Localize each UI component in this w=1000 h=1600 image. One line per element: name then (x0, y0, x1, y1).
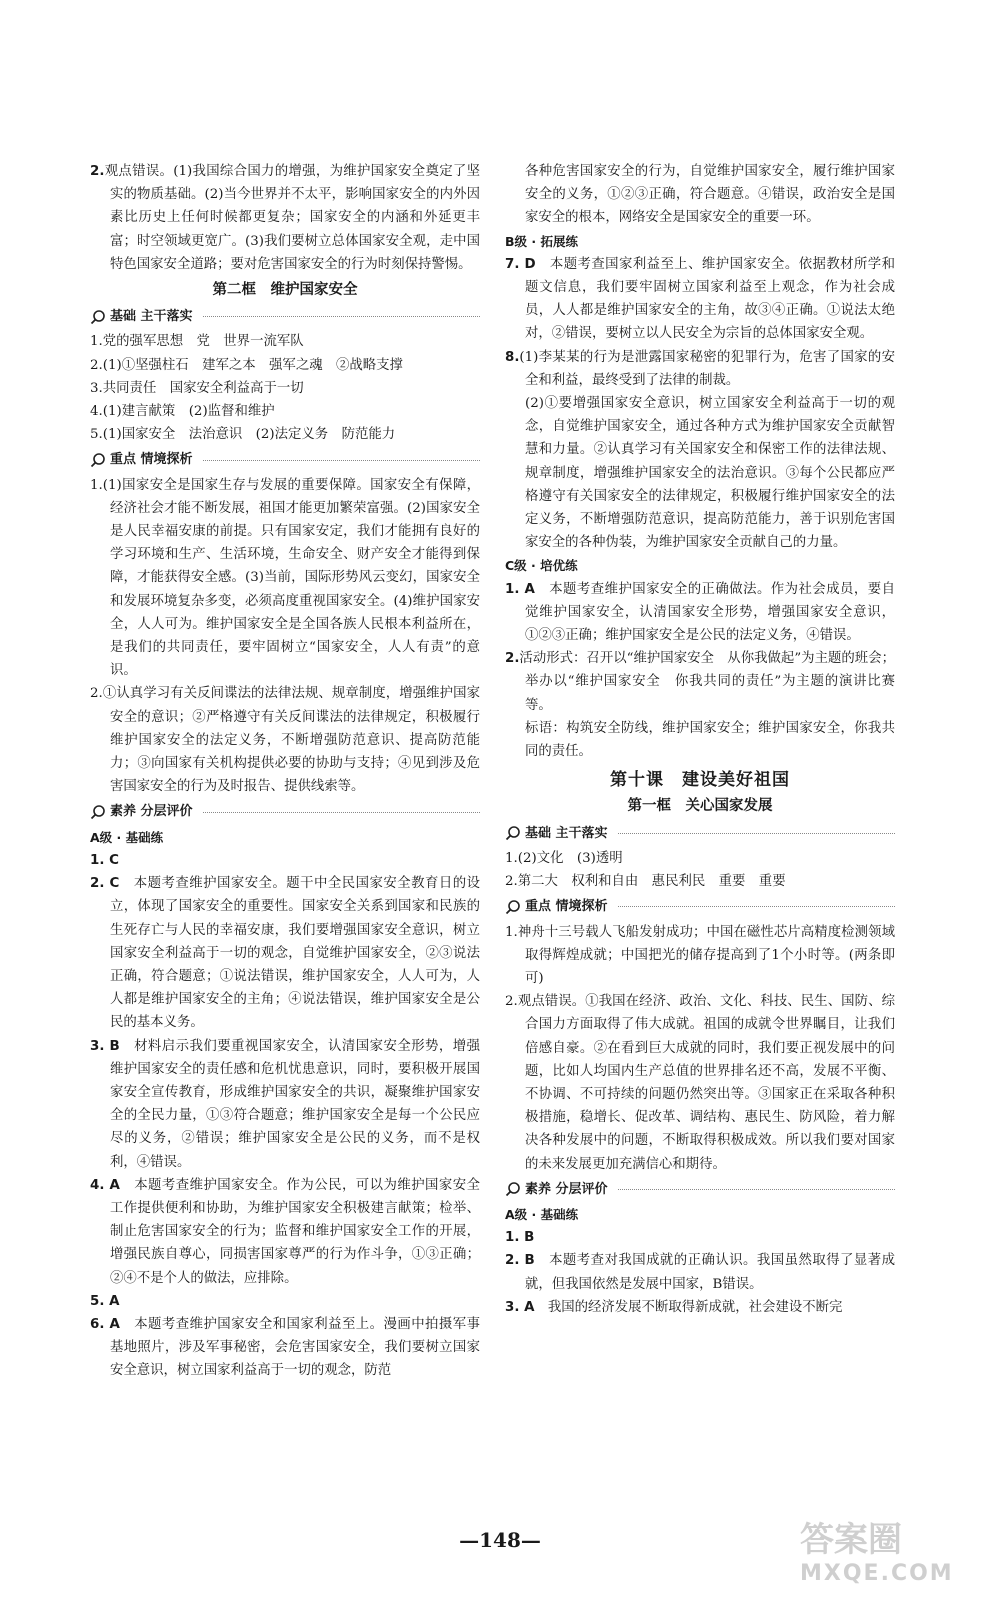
magnifier-icon (90, 309, 106, 325)
magnifier-icon (505, 825, 521, 841)
magnifier-icon (90, 452, 106, 468)
answer-item: 1. C (90, 852, 119, 868)
answer-item: 2.观点错误。(1)我国综合国力的增强，为维护国家安全奠定了坚实的物质基础。(2)当今世界并不太平，影响国家安全的内外因素比历史上任何时候都更复杂；国家安全的内涵和外延更丰富；时空领域更宽广。(3)我们要树立总体国家安全观，走中国特色国家安全道路；要对危害国家安全的行为时刻保持警惕。 (90, 164, 480, 272)
section-header-basic: 基础 主干落实 (90, 305, 480, 328)
basic-item: 2.第二大 权利和自由 惠民利民 重要 重要 (505, 874, 786, 890)
basic-item: 3.共同责任 国家安全利益高于一切 (90, 380, 304, 396)
answer-item: 7. D 本题考查国家利益至上、维护国家安全。依据教材所学和题文信息，我们要牢固树立国家利益至上观念，作为社会成员，人人都是维护国家安全的主角，故③④正确。①说法太绝对，②错误，要树立以人民安全为宗旨的总体国家安全观。 (505, 256, 896, 342)
divider (203, 460, 480, 461)
level-label: C级 · 培优练 (505, 558, 578, 574)
answer-item: 1. A 本题考查维护国家安全的正确做法。作为社会成员，要自觉维护国家安全，认清国家安全形势，增强国家安全意识，①②③正确；维护国家安全是公民的法定义务，④错误。 (505, 581, 895, 644)
page-number: —148— (459, 1528, 541, 1552)
section-title: 第一框 关心国家发展 (627, 798, 773, 815)
right-column (505, 160, 895, 1319)
answer-item: 2. B 本题考查对我国成就的正确认识。我国虽然取得了显著成就，但我国依然是发展中国家，B错误。 (505, 1253, 896, 1292)
basic-item: 1.(2)文化 (3)透明 (505, 850, 623, 866)
divider (618, 833, 895, 834)
answer-item: 6. A 本题考查维护国家安全和国家利益至上。漫画中拍摄军事基地照片，涉及军事秘密，会危害国家安全，我们要树立国家安全意识，树立国家利益高于一切的观念，防范 (90, 1316, 480, 1379)
answer-item: 2.活动形式：召开以“维护国家安全 从你我做起”为主题的班会；举办以“维护国家安全 你我共同的责任”为主题的演讲比赛等。 (505, 651, 895, 713)
basic-item: 2.(1)①坚强柱石 建军之本 强军之魂 ②战略支撑 (90, 357, 403, 373)
section-header-basic: 基础 主干落实 (505, 822, 895, 845)
magnifier-icon (505, 1181, 521, 1197)
key-item: 2.①认真学习有关反间谍法的法律法规、规章制度，增强维护国家安全的意识；②严格遵守有关反间谍法的法律规定，积极履行维护国家安全的法定义务，不断增强防范意识、提高防范能力；③向国家有关机构提供必要的协助与支持；④见到涉及危害国家安全的行为及时报告、提供线索等。 (90, 686, 480, 795)
answer-item: 2. C 本题考查维护国家安全。题干中全民国家安全教育日的设立，体现了国家安全的重要性。国家安全关系到国家和民族的生死存亡与人民的幸福安康，我们要增强国家安全意识，树立国家安全利益高于一切的观念，自觉维护国家安全，②③说法正确，符合题意；①说法错误，维护国家安全，人人可为，人人都是维护国家安全的主角；④说法错误，维护国家安全是公民的基本义务。 (90, 876, 480, 1031)
level-label: B级 · 拓展练 (505, 233, 578, 249)
divider (203, 316, 480, 317)
answer-item: 3. B 材料启示我们要重视国家安全，认清国家安全形势，增强维护国家安全的责任感和危机忧患意识，同时，要积极开展国家安全宣传教育，形成维护国家安全的共识，凝聚维护国家安全的全民力量，①③符合题意；维护国家安全是每一个公民应尽的义务，②错误；维护国家安全是公民的义务，而不是权利，④错误。 (90, 1038, 481, 1170)
answer-item: 3. A 我国的经济发展不断取得新成就，社会建设不断完 (505, 1299, 843, 1315)
answer-paragraph: (2)①要增强国家安全意识，树立国家安全利益高于一切的观念，自觉维护国家安全，通过各种方式为维护国家安全贡献智慧和力量。②认真学习有关国家安全和保密工作的法律法规、规章制度，增强维护国家安全的法治意识。③每个公民都应严格遵守有关国家安全的法律规定，积极履行维护国家安全的法定义务，不断增强防范意识，提高防范能力，善于识别危害国家安全的各种伪装，为维护国家安全贡献自己的力量。 (525, 396, 895, 551)
magnifier-icon (505, 899, 521, 915)
key-item: 2.观点错误。①我国在经济、政治、文化、科技、民生、国防、综合国力方面取得了伟大成就。祖国的成就令世界瞩目，让我们倍感自豪。②在看到巨大成就的同时，我们要正视发展中的问题，比如人均国内生产总值的世界排名还不高，发展不平衡、不协调、不可持续的问题仍然突出等。③国家正在采取各种积极措施，稳增长、促改革、调结构、惠民生、防风险，着力解决各种发展中的问题，不断取得积极成效。所以我们要对国家的未来发展更加充满信心和期待。 (505, 994, 895, 1172)
basic-item: 1.党的强军思想 党 世界一流军队 (90, 334, 304, 350)
answer-item: 5. A (90, 1293, 120, 1309)
watermark-logo: 答案圈 MXQE.COM (800, 1520, 954, 1586)
answer-item: 1. B (505, 1230, 535, 1246)
basic-item: 5.(1)国家安全 法治意识 (2)法定义务 防范能力 (90, 427, 396, 443)
basic-item: 4.(1)建言献策 (2)监督和维护 (90, 404, 275, 420)
section-header-key: 重点 情境探析 (505, 895, 895, 918)
divider (618, 1189, 895, 1190)
section-header-eval: 素养 分层评价 (505, 1178, 895, 1201)
divider (618, 906, 895, 907)
section-title: 第二框 维护国家安全 (212, 282, 358, 299)
level-label: A级 · 基础练 (505, 1206, 579, 1222)
answer-continuation: 各种危害国家安全的行为，自觉维护国家安全，履行维护国家安全的义务，①②③正确，符合题意。④错误，政治安全是国家安全的根本，网络安全是国家安全的重要一环。 (525, 164, 895, 226)
answer-paragraph: 标语：构筑安全防线，维护国家安全；维护国家安全，你我共同的责任。 (525, 720, 895, 760)
key-item: 1.神舟十三号载人飞船发射成功；中国在磁性芯片高精度检测领域取得辉煌成就；中国把光的储存提高到了1个小时等。(两条即可) (505, 924, 895, 986)
level-label: A级 · 基础练 (90, 829, 164, 845)
section-header-key: 重点 情境探析 (90, 448, 480, 471)
key-item: 1.(1)国家安全是国家生存与发展的重要保障。国家安全有保障，经济社会才能不断发展，祖国才能更加繁荣富强。(2)国家安全是人民幸福安康的前提。只有国家安定，我们才能拥有良好的学习环境和生产、生活环境，生命安全、财产安全才能得到保障，才能获得安全感。(3)当前，国际形势风云变幻，国家安全和发展环境复杂多变，必须高度重视国家安全。(4)维护国家安全，人人可为。维护国家安全是全国各族人民根本利益所在，是我们的共同责任，要牢固树立“国家安全，人人有责”的意识。 (90, 477, 480, 679)
left-column (90, 160, 480, 1383)
lesson-title: 第十课 建设美好祖国 (610, 770, 790, 791)
answer-item: 8.(1)李某某的行为是泄露国家秘密的犯罪行为，危害了国家的安全和利益，最终受到了法律的制裁。 (505, 349, 895, 388)
answer-item: 4. A 本题考查维护国家安全。作为公民，可以为维护国家安全工作提供便利和协助，为维护国家安全积极建言献策；检举、制止危害国家安全的行为；监督和维护国家安全工作的开展，增强民族自尊心，同损害国家尊严的行为作斗争，①③正确；②④不是个人的做法，应排除。 (90, 1177, 480, 1286)
divider (203, 812, 480, 813)
magnifier-icon (90, 804, 106, 820)
section-header-eval: 素养 分层评价 (90, 800, 480, 823)
